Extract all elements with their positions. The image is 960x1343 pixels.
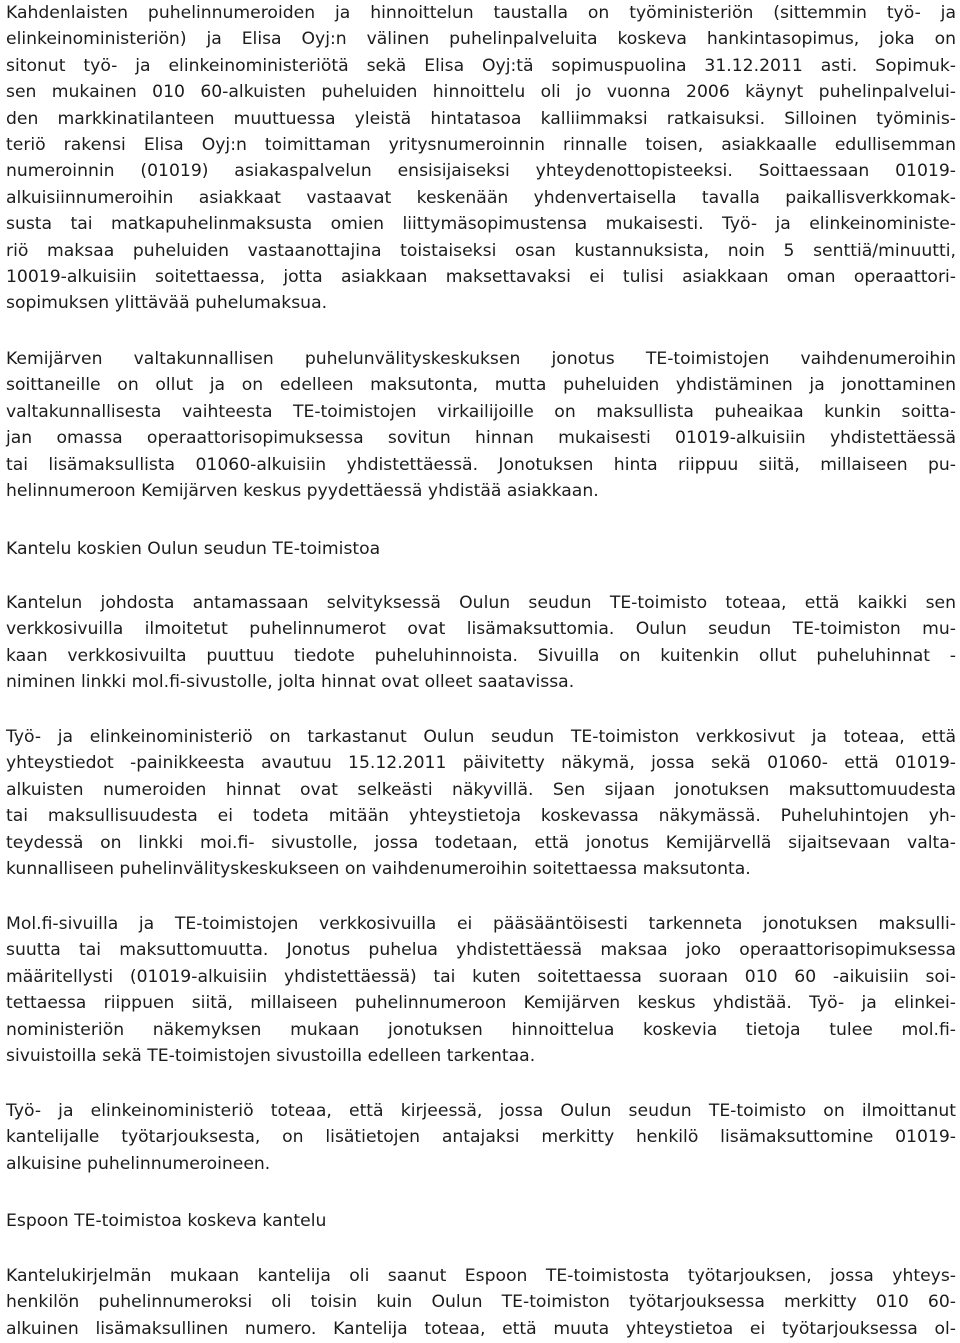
text-line: kunnalliseen puhelinvälityskeskukseen on vaihdenumeroihin soitettaessa maksutonta.: [6, 859, 751, 879]
text-line: määritellysti (01019-alkuisiin yhdistettäessä) tai kuten soitettaessa suoraan 010 60 -aikuisiin soi-: [6, 966, 956, 987]
text-line: Mol.fi-sivuilla ja TE-toimistojen verkkosivuilla ei pääsääntöisesti tarkenneta jonotuksen maksulli-: [6, 914, 956, 934]
text-line: alkuisten numeroiden hinnat ovat selkeästi näkyvillä. Sen sijaan jonotuksen maksuttomuudesta: [6, 779, 956, 800]
text-line: sivuistoilla sekä TE-toimistojen sivustoilla edelleen tarkentaa.: [6, 1046, 536, 1066]
text-line: soittaneille on ollut ja on edelleen maksutonta, mutta puheluiden yhdistäminen ja jonottaminen: [6, 375, 956, 396]
text-line: tai maksullisuudesta ei todeta mitään yhteystietoja koskevassa näkymässä. Puheluhintojen yh-: [6, 806, 956, 827]
text-line: noministeriön näkemyksen mukaan jonotuksen hinnoittelua koskevia tietoja tulee mol.fi-: [6, 1019, 956, 1040]
text-line: kantelijalle työtarjouksesta, on lisätietojen antajaksi merkitty henkilö lisämaksuttomine 01019-: [6, 1127, 956, 1148]
text-line: verkkosivuilla ilmoitetut puhelinnumerot ovat lisämaksuttomia. Oulun seudun TE-toimiston mu-: [6, 619, 956, 640]
text-line: Kantelukirjelmän mukaan kantelija oli saanut Espoon TE-toimistosta työtarjouksen, jossa yhteys-: [6, 1266, 956, 1286]
text-line: 10019-alkuisiin soitettaessa, jotta asiakkaan maksettavaksi ei tulisi asiakkaan oman operaattori-: [6, 267, 956, 287]
text-line: tettaessa riippuen siitä, millaiseen puhelinnumeroon Kemijärven keskus yhdistää. Työ- ja elinkei-: [6, 993, 956, 1014]
text-line: Kemijärven valtakunnallisen puhelunvälityskeskuksen jonotus TE-toimistojen vaihdenumeroihin: [6, 349, 956, 369]
text-line: elinkeinoministeriön) ja Elisa Oyj:n välinen puhelinpalveluita koskeva hankintasopimus, joka on: [6, 29, 956, 50]
text-line: yhteystiedot -painikkeesta avautuu 15.12.2011 päivitetty näkymä, jossa sekä 01060- että 01019-: [6, 753, 956, 774]
text-line: alkuisiinnumeroihin asiakkaat vastaavat keskenään yhdenvertaisella tavalla paikallisverkkomak-: [6, 187, 956, 208]
text-line: sopimuksen ylittävää puhelumaksua.: [6, 293, 328, 314]
text-line: susta tai matkapuhelinmaksusta omien liittymäsopimustensa mukaisesti. Työ- ja elinkeinoministe-: [6, 214, 956, 235]
text-line: valtakunnallisesta vaihteesta TE-toimistojen virkailijoille on maksullista puheaikaa kunkin soitta-: [6, 401, 956, 422]
text-line: Työ- ja elinkeinoministeriö toteaa, että kirjeessä, jossa Oulun seudun TE-toimisto on ilmoittanut: [6, 1101, 956, 1121]
text-line: kaan verkkosivuilta puuttuu tiedote puheluhinnoista. Sivuilla on kuitenkin ollut puheluhinnat -: [6, 645, 956, 666]
section-heading: Kantelu koskien Oulun seudun TE-toimistoa: [6, 539, 381, 559]
text-line: niminen linkki mol.fi-sivustolle, jolta hinnat ovat olleet saatavissa.: [6, 672, 575, 693]
text-line: Kahdenlaisten puhelinnumeroiden ja hinnoittelun taustalla on työministeriön (sittemmin työ- ja: [6, 3, 956, 23]
text-line: riö maksaa puheluiden vastaanottajina toistaiseksi osan kustannuksista, noin 5 senttiä/minuutti,: [6, 240, 956, 261]
text-line: jan omassa operaattorisopimuksessa sovitun hinnan mukaisesti 01019-alkuisiin yhdistettäessä: [6, 428, 956, 449]
text-line: henkilön puhelinnumeroksi oli toisin kuin Oulun TE-toimiston työtarjouksessa merkitty 010 60-: [6, 1292, 956, 1313]
text-line: alkuisine puhelinnumeroineen.: [6, 1153, 271, 1174]
section-heading: Espoon TE-toimistoa koskeva kantelu: [6, 1211, 327, 1231]
text-line: Työ- ja elinkeinoministeriö on tarkastanut Oulun seudun TE-toimiston verkkosivut ja toteaa, että: [6, 727, 956, 747]
text-line: Kantelun johdosta antamassaan selvityksessä Oulun seudun TE-toimisto toteaa, että kaikki sen: [6, 593, 956, 613]
text-line: sen mukainen 010 60-alkuisten puheluiden hinnoittelu oli jo vuonna 2006 käynyt puhelinpalvelui-: [6, 82, 956, 103]
text-line: numeroinnin (01019) asiakaspalvelun ensisijaiseksi yhteydenottopisteeksi. Soittaessaan 01019-: [6, 161, 956, 182]
text-line: den markkinatilanteen muuttuessa yleistä hintatasoa kalliimmaksi ratkaisuksi. Silloinen työminis-: [6, 108, 956, 129]
text-line: teriö rakensi Elisa Oyj:n toimittaman yritysnumeroinnin rinnalle toisen, asiakkaalle edullisemman: [6, 135, 956, 155]
text-line: suutta tai maksuttomuutta. Jonotus puhelua yhdistettäessä maksaa joko operaattorisopimuksessa: [6, 940, 956, 961]
text-line: alkuinen lisämaksullinen numero. Kantelija toteaa, että muuta yhteystietoa ei työtarjouksessa ol-: [6, 1318, 956, 1339]
text-line: teydessä on linkki moi.fi- sivustolle, jossa todetaan, että jonotus Kemijärvellä sijaitsevaan valta-: [6, 832, 956, 853]
text-line: tai lisämaksullista 01060-alkuisiin yhdistettäessä. Jonotuksen hinta riippuu siitä, millaiseen pu-: [6, 454, 956, 475]
text-line: sitonut työ- ja elinkeinoministeriötä sekä Elisa Oyj:tä sopimuspuolina 31.12.2011 asti. Sopimuk-: [6, 55, 956, 76]
text-line: helinnumeroon Kemijärven keskus pyydettäessä yhdistää asiakkaan.: [6, 481, 599, 501]
